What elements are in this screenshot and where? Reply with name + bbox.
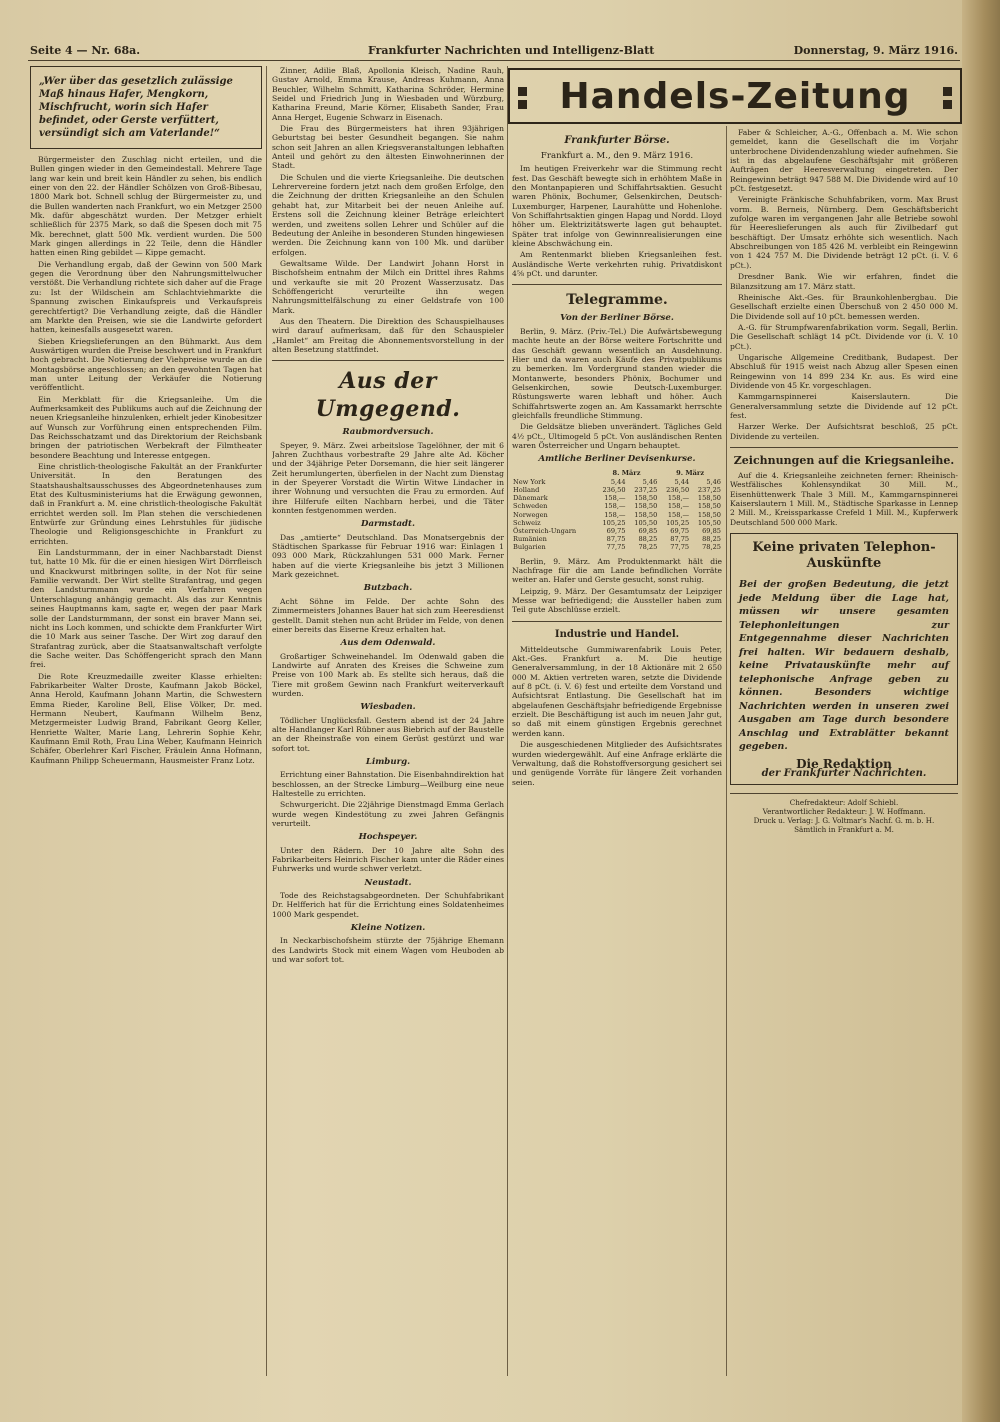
page-number: Seite 4 — Nr. 68a. [30,44,141,57]
article-paragraph: Die Rote Kreuzmedaille zweiter Klasse erhielten: Fabrikarbeiter Walter Droste, Kaufmann Jakob Böckel, Anna Herold, Kaufmann Johann Martin, die Schwestern Emma Rieder, Karoline Bell, Elise Völker, Dr. med. Hermann Neubert, Kaufmann Wilhelm Benz, Metzgermeister Ludwig Brand, Fabrikant Georg Keller, Henriette Walter, Marie Lang, Lehrerin Sophie Kehr, Kaufmann Emil Roth, Frau Lina Weber, Kaufmann Heinrich Schäfer, Oberlehrer Karl Fischer, Fräulein Anna Hofmann, Kaufmann Philipp Scheuermann, Hausmeister Franz Lotz. [30,671,262,765]
article-paragraph: Großartiger Schweinehandel. Im Odenwald gaben die Landwirte auf Anraten des Kreises die Schweine zum Preise von 100 Mark ab. Es stellte sich heraus, daß die Tiere mit großem Gewinn nach Frankfurt weiterverkauft wurden. [272,651,504,698]
table-row [512,502,722,510]
table-row [512,543,722,551]
article-paragraph: Die Frau des Bürgermeisters hat ihren 93jährigen Geburtstag bei bester Gesundheit begangen. Sie nahm schon seit Jahren an allen Kriegsveranstaltungen lebhaften Anteil und gehört zu den ältesten Einwohnerinnen der Stadt. [272,124,504,171]
table-cell: 236,50 [666,486,690,495]
devisen-table [512,468,722,552]
article-paragraph: Mitteldeutsche Gummiwarenfabrik Louis Peter, Akt.-Ges. Frankfurt a. M. Die heutige Generalversammlung, in der 18 Aktionäre mit 2 650 000 M. Aktien vertreten waren, setzte die Dividende auf 8 pCt. (i. V. 6) fest und erteilte dem Vorstand und Aufsichtsrat Entlastung. Die Gesellschaft hat im abgelaufenen Geschäftsjahr befriedigende Ergebnisse erzielt. Die Beschäftigung ist auch im neuen Jahr gut, so daß mit einem günstigen Ergebnis gerechnet werden kann. [512,644,722,738]
table-cell: 5,44 [610,477,626,486]
place-heading: Darmstadt. [361,519,415,530]
place-heading: Wiesbaden. [360,702,416,713]
article-paragraph: Die Geldsätze blieben unverändert. Tägliches Geld 4½ pCt., Ultimogeld 5 pCt. Von ausländischen Renten waren Österreicher und Ungarn behauptet. [512,422,722,450]
place-heading: Neustadt. [364,877,412,888]
article-paragraph: Aus den Theatern. Die Direktion des Schauspielhauses wird darauf aufmerksam, daß für den Schauspieler „Hamlet“ am Freitag die Abonnementsvorstellung in der alten Besetzung stattfindet. [272,316,504,354]
table-cell: Dänemark [513,494,548,503]
article-paragraph: Berlin, 9. März. (Priv.-Tel.) Die Aufwärtsbewegung machte heute an der Börse weitere Fortschritte und das Geschäft gewann wesentlich an Ausdehnung. Hier und da waren auch Käufe des Privatpublikums zu bemerken. Im Vordergrund standen wieder die Montanwerte, besonders Phönix, Bochumer und Gelsenkirchen, sowie Deutsch-Luxemburger. Rüstungswerte waren lebhaft und höher. Auch Schiffahrtswerte zogen an. Am Kassamarkt herrschte gleichfalls freundliche Stimmung. [512,326,722,420]
table-cell: 158,50 [697,502,721,511]
article-paragraph: Die Schulen und die vierte Kriegsanleihe. Die deutschen Lehrervereine fordern jetzt nach dem großen Erfolge, den die Zeichnung der dritten Kriegsanleihe an den Schulen gehabt hat, zur Mitarbeit bei der neuen Anleihe auf. Erstens soll die Zeichnung kleiner Beträge erleichtert werden, und zweitens sollen Lehrer und Schüler auf die Bedeutung der Anleihe in besonderen Stunden hingewiesen werden. Die Zeichnung kann von 100 Mk. und darüber erfolgen. [272,172,504,257]
devisen-title: Amtliche Berliner Devisenkurse. [538,454,696,465]
table-cell: 77,75 [670,543,690,552]
article-paragraph: Faber & Schleicher, A.-G., Offenbach a. M. Wie schon gemeldet, kann die Gesellschaft die im Vorjahr unterbrochene Dividendenzahlung wieder aufnehmen. Sie ist in das abgelaufene Geschäftsjahr mit größeren Aufträgen der Heeresverwaltung eingetreten. Der Reingewinn beträgt 947 588 M. Die Dividende wird auf 10 pCt. festgesetzt. [730,128,958,194]
table-row [512,527,722,535]
section-title-umgegend: Aus der Umgegend. [315,368,461,423]
article-paragraph: In Neckarbischofsheim stürzte der 75jährige Ehemann des Landwirts Stock mit einem Wagen vom Heuboden ab und war sofort tot. [272,936,504,965]
page-edge [962,0,1000,1422]
table-cell: 69,85 [638,527,658,536]
article-paragraph: Errichtung einer Bahnstation. Die Eisenbahndirektion hat beschlossen, an der Strecke Limburg—Weilburg eine neue Haltestelle zu errichten. [272,770,504,798]
table-cell: New York [513,477,546,486]
industrie-title: Industrie und Handel. [554,628,680,640]
table-cell: Norwegen [513,510,548,519]
article-paragraph: Schwurgericht. Die 22jährige Dienstmagd Emma Gerlach wurde wegen Kindestötung zu zwei Jahren Gefängnis verurteilt. [272,800,504,829]
handels-zeitung-header [508,68,962,124]
section-header-title: Handels-Zeitung [559,75,911,117]
article-paragraph: Ungarische Allgemeine Creditbank, Budapest. Der Abschluß für 1915 weist nach Abzug aller Spesen einen Reingewinn von 14 899 234 Kr. aus. Es wird eine Dividende von 45 Kr. vorgeschlagen. [730,352,958,390]
boerse-title: Frankfurter Börse. [564,135,670,146]
issue-date: Donnerstag, 9. März 1916. [793,44,958,57]
article-paragraph: Harzer Werke. Der Aufsichtsrat beschloß, 25 pCt. Dividende zu verteilen. [730,422,958,441]
table-cell: Österreich-Ungarn [513,527,577,536]
imprint-line: Verantwortlicher Redakteur: J. W. Hoffmann. [762,807,926,817]
table-row [512,511,722,519]
column-rule [266,66,267,1376]
table-cell: 88,25 [638,535,658,544]
article-paragraph: Das „amtierte“ Deutschland. Das Monatsergebnis der Städtischen Sparkasse für Februar 1916 war: Einlagen 1 093 000 Mark, Rückzahlungen 531 000 Mark. Ferner haben auf die vierte Kriegsanleihe bis jetzt 3 Millionen Mark gezeichnet. [272,532,504,580]
table-cell: 69,75 [670,527,690,536]
notice-signature: Die Redaktion [796,756,892,771]
imprint-line: Druck u. Verlag: J. G. Voltmar's Nachf. G. m. b. H. [753,816,935,826]
article-paragraph: Tödlicher Unglücksfall. Gestern abend ist der 24 Jahre alte Handlanger Karl Rübner aus Biebrich auf der Baustelle an der Rheinstraße von einem Gerüst gestürzt und war sofort tot. [272,715,504,753]
article-paragraph: Leipzig, 9. März. Der Gesamtumsatz der Leipziger Messe war befriedigend; die Aussteller haben zum Teil gute Abschlüsse erzielt. [512,586,722,615]
ornament-square [518,100,527,109]
newspaper-title: Frankfurter Nachrichten und Intelligenz-Blatt [368,44,655,57]
article-paragraph: Die Verhandlung ergab, daß der Gewinn von 500 Mark gegen die Verordnung über den Nahrungsmittelwucher verstößt. Die Verhandlung richtete sich daher auf die Frage zu: Ist der Wildschein am Schlachtviehmarkte die Spannung zwischen Einkaufspreis und Verkaufspreis gerechtfertigt? Die Verhandlung zeigte, daß die Händler am Markte den Preisen, wie sie die Landwirte gefordert hatten, keinesfalls ausgesetzt waren. [30,259,262,335]
section-subtitle: Raubmordversuch. [342,427,434,438]
divider [730,447,958,448]
article-paragraph: Ein Landsturmmann, der in einer Nachbarstadt Dienst tut, hatte 10 Mk. für die er einen hiesigen Wirt Dörrfleisch und Knackwurst mitbringen sollte, in der Not für seine Familie verwandt. Der Wirt stellte Strafantrag, und gegen den Landsturmmann wurde ein Verfahren wegen Unterschlagung anhängig gemacht. Als das zur Kenntnis seines Hauptmanns kam, sagte er, wegen der paar Mark solle der Landsturmmann, der sonst ein braver Mann sei, nicht ins Loch kommen, und schickte dem Frankfurter Wirt die 10 Mark aus seiner Tasche. Der Wirt zog darauf den Strafantrag zurück, aber die Staatsanwaltschaft verfolgte die Sache weiter. Das Schöffengericht sprach den Mann frei. [30,548,262,670]
place-heading: Limburg. [365,756,411,767]
article-paragraph: Unter den Rädern. Der 10 Jahre alte Sohn des Fabrikarbeiters Heinrich Fischer kam unter die Räder eines Fuhrwerks und wurde schwer verletzt. [272,845,504,874]
table-cell: 105,25 [602,518,626,527]
table-cell: 105,50 [634,518,658,527]
article-paragraph: Am Rentenmarkt blieben Kriegsanleihen fest. Ausländische Werte verkehrten ruhig. Privatdiskont 4⅝ pCt. und darunter. [512,250,722,279]
table-cell: 158,50 [697,494,721,503]
place-heading: Hochspeyer. [358,832,418,843]
article-paragraph: Sieben Kriegslieferungen an den Bühmarkt. Aus dem Auswärtigen wurden die Preise beschwert und in Frankfurt hoch gebracht. Die Notierung der Viehpreise wurde an die Montagsbörse angeschlossen; an den gewohnten Tagen hat man unter Leitung der Verkäufer die Notierung veröffentlicht. [30,336,262,393]
article-paragraph: Rheinische Akt.-Ges. für Braunkohlenbergbau. Die Gesellschaft erzielte einen Überschuß von 2 450 000 M. Die Dividende soll auf 10 pCt. bemessen werden. [730,292,958,321]
table-header-row [512,468,722,478]
place-heading: Butzbach. [363,583,413,594]
article-paragraph: Dresdner Bank. Wie wir erfahren, findet die Bilanzsitzung am 17. März statt. [730,272,958,291]
article-paragraph: Speyer, 9. März. Zwei arbeitslose Tagelöhner, der mit 6 Jahren Zuchthaus vorbestrafte 29 Jahre alte Ad. Köcher und der 34jährige Peter Dorsemann, die hier seit längerer Zeit herumlungerten, überfielen in der Nacht zum Dienstag in der Speyerer Vorstadt die Wirtin Witwe Lindacher in ihrer Wohnung und versuchten die Frau zu ermorden. Auf ihre Hilferufe eilten Nachbarn herbei, und die Täter konnten festgenommen werden. [272,440,504,516]
notice-body: Bei der großen Bedeutung, die jetzt jede Meldung über die Lage hat, müssen wir unsere gesamten Telephonleitungen zur Entgegennahme dieser Nachrichten frei halten. Wir bedauern deshalb, keine Privatauskünfte mehr auf telephonische Anfrage geben zu können. Besonders wichtige Nachrichten werden in unseren zwei Ausgaben am Tage durch besondere Anschlag und Extrablätter bekannt gegeben. [739,579,949,753]
telegramme-subtitle: Von der Berliner Börse. [560,313,674,324]
notice-signature-sub: der Frankfurter Nachrichten. [761,767,927,779]
table-row [512,494,722,502]
table-row [512,486,722,494]
table-row [512,519,722,527]
kriegsanleihe-title: Zeichnungen auf die Kriegsanleihe. [733,454,955,467]
table-cell: 69,75 [606,527,626,536]
table-cell: Schweden [513,502,548,511]
table-cell: 158,50 [634,510,658,519]
column-rule [507,66,508,1376]
table-cell: 158,— [604,502,626,511]
telephone-notice-box [730,533,958,785]
table-cell: 237,25 [634,486,658,495]
place-heading: Aus dem Odenwald. [340,638,436,649]
ornament-square [518,87,527,96]
table-cell: 158,— [667,502,690,511]
table-cell: 236,50 [602,486,626,495]
article-paragraph: Die ausgeschiedenen Mitglieder des Aufsichtsrates wurden wiedergewählt. Auf eine Anfrage erklärte die Verwaltung, daß die Rohstoffversorgung gesichert sei und genügende Vorräte für längere Zeit vorhanden seien. [512,740,722,787]
boerse-dateline: Frankfurt a. M., den 9. März 1916. [540,151,694,161]
divider [512,284,722,285]
table-cell: 158,— [667,510,690,519]
table-row [512,478,722,486]
table-cell: 87,75 [670,535,690,544]
imprint-line: Sämtlich in Frankfurt a. M. [794,825,894,835]
table-cell: 5,46 [706,477,721,486]
table-cell: 105,50 [697,518,721,527]
article-paragraph: Auf die 4. Kriegsanleihe zeichneten ferner: Rheinisch-Westfälisches Kohlensyndikat 30 Mill. M., Eisenhüttenwerk Thale 3 Mill. M., Kammgarnspinnerei Kaiserslautern 1 Mill. M., Städtische Sparkasse in Lennep 2 Mill. M., Kreissparkasse Crefeld 1 Mill. M., Kupferwerk Deutschland 500 000 Mark. [730,471,958,527]
article-paragraph: Kammgarnspinnerei Kaiserslautern. Die Generalversammlung setzte die Dividende auf 12 pCt. fest. [730,392,958,420]
notice-title: Keine privaten Telephon-Auskünfte [752,540,936,572]
article-paragraph: Im heutigen Freiverkehr war die Stimmung recht fest. Das Geschäft bewegte sich in erhöhtem Maße in den Montanpapieren und Schiffahrtsaktien. Gesucht waren Phönix, Bochumer, Gelsenkirchen, Deutsch-Luxemburger, Harpener, Laurahütte und Hohenlohe. Von Schiffahrtsaktien gingen Hapag und Nordd. Lloyd höher um. Elektrizitätswerte lagen gut behauptet. Später trat infolge von Gewinnrealisierungen eine kleine Abschwächung ein. [512,164,722,249]
table-cell: 77,75 [606,543,626,552]
table-cell: 158,50 [634,502,658,511]
table-cell: 158,— [604,494,626,503]
table-cell: 5,46 [642,477,658,486]
article-paragraph: Ein Merkblatt für die Kriegsanleihe. Um die Aufmerksamkeit des Publikums auch auf die Zeichnung der neuen Kriegsanleihe hinzulenken, erhielt jeder Kinobesitzer auf Wunsch zur Vorführung einen entsprechenden Film. Das Reichsschatzamt und das Direktorium der Reichsbank bringen der patriotischen Werbekraft der Filmtheater besondere Beachtung und Interesse entgegen. [30,394,262,460]
article-paragraph: Vereinigte Fränkische Schuhfabriken, vorm. Max Brust vorm. B. Berneis, Nürnberg. Dem Geschäftsbericht zufolge waren im vergangenen Jahr alle Betriebe sowohl für Heereslieferungen als auch für Zivilbedarf gut beschäftigt. Der Umsatz erhöhte sich wesentlich. Nach Abschreibungen von 185 426 M. verbleibt ein Reingewinn von 1 424 757 M. Die Dividende beträgt 12 pCt. (i. V. 6 pCt.). [730,195,958,270]
article-paragraph: Eine christlich-theologische Fakultät an der Frankfurter Universität. In den Beratungen des Staatshaushaltsausschusses des Abgeordnetenhauses zum Etat des Kultusministeriums hat die Erwägung gewonnen, daß in Frankfurt a. M. eine christlich-theologische Fakultät errichtet werden soll. Im Plan stehen die verschiedenen Entwürfe zur Gründung eines Lehrstuhles für jüdische Theologie und Religionsgeschichte in Frankfurt zu errichten. [30,462,262,546]
article-paragraph: Tode des Reichstagsabgeordneten. Der Schuhfabrikant Dr. Helfferich hat für die Errichtung eines Soldatenheimes 1000 Mark gespendet. [272,891,504,919]
table-cell: 87,75 [606,535,626,544]
table-cell: 78,25 [638,543,658,552]
masthead [28,40,960,61]
table-row [512,535,722,543]
table-cell: 78,25 [702,543,721,552]
table-cell: 237,25 [697,486,721,495]
table-cell: Rumänien [513,535,547,544]
divider [512,621,722,622]
article-paragraph: Berlin, 9. März. Am Produktenmarkt hält die Nachfrage für die am Lande befindlichen Vorräte weiter an. Hafer und Gerste gesucht, sonst ruhig. [512,556,722,585]
column-rule [726,126,727,1376]
table-cell: 88,25 [702,535,721,544]
table-cell: 69,85 [702,527,721,536]
ornament-square [943,87,952,96]
telegramme-title: Telegramme. [566,292,668,309]
column-4 [730,128,958,1376]
article-paragraph: Gewaltsame Wilde. Der Landwirt Johann Horst in Bischofsheim entnahm der Milch ein Drittel ihres Rahms und verkaufte sie mit 20 Prozent Wasserzusatz. Das Schöffengericht verurteilte ihn wegen Nahrungsmittelfälschung zu einer Geldstrafe von 100 Mark. [272,258,504,315]
column-2 [272,66,504,1376]
article-paragraph: Zinner, Adilie Blaß, Apollonia Kleisch, Nadine Rauh, Gustav Arnold, Emma Krause, Andreas Kuhmann, Anna Beuchler, Wilhelm Schmitt, Katharina Schröder, Hermine Seidel und Friedrich Jung in Wiesbaden und Würzburg, Katharina Freund, Marie Körner, Elisabeth Sander, Frau Anna Herget, Eugenie Schwarz in Eisenach. [272,66,504,122]
table-cell: 158,— [667,494,690,503]
place-heading: Kleine Notizen. [350,923,426,934]
article-paragraph: A.-G. für Strumpfwarenfabrikation vorm. Segall, Berlin. Die Gesellschaft schlägt 14 pCt. Dividende vor (i. V. 10 pCt.). [730,322,958,351]
table-cell: Holland [513,486,540,495]
column-1 [30,66,262,1376]
column-3 [512,128,722,1376]
table-header: 8. März [612,468,641,477]
table-cell: Schweiz [513,518,541,527]
table-cell: 105,25 [666,518,690,527]
table-header: 9. März [676,468,705,477]
table-header [512,468,595,478]
table-cell: 5,44 [674,477,690,486]
table-cell: 158,50 [634,494,658,503]
article-paragraph: Bürgermeister den Zuschlag nicht erteilen, und die Bullen gingen wieder in den Gemeindestall. Mehrere Tage lang war kein und breit kein Händler zu sehen, bis endlich einer von den 22. der Händler Schölzen von Groß-Bibesau, 1800 Mark bot. Schnell schlug der Bürgermeister zu, und die Bullen wanderten nach Frankfurt, wo ein Metzger 2500 Mk. dafür abgeschätzt wurden. Der Metzger erhielt schließlich für 2375 Mark, so daß die Spesen doch mit 75 Mk. berechnet, glatt 500 Mk. verdient wurden. Die 500 Mark gingen allerdings in 22 Teile, denn die Händler hatten einen Ring gebildet — Kippe gemacht. [30,155,262,258]
ornament-square [943,100,952,109]
divider [272,360,504,361]
article-paragraph: Acht Söhne im Felde. Der achte Sohn des Zimmermeisters Johannes Bauer hat sich zum Heeresdienst gestellt. Damit stehen nun acht Brüder im Felde, von denen einer bereits das Eiserne Kreuz erhalten hat. [272,596,504,634]
table-cell: 158,50 [697,510,721,519]
quote-box: „Wer über das gesetzlich zulässige Maß hinaus Hafer, Mengkorn, Mischfrucht, worin sich Hafer befindet, oder Gerste verfüttert, versündigt sich am Vaterlande!“ [30,66,262,149]
imprint-line: Chefredakteur: Adolf Schiebl. [789,798,899,808]
table-cell: 158,— [604,510,626,519]
table-cell: Bulgarien [513,543,546,552]
imprint [730,793,958,834]
